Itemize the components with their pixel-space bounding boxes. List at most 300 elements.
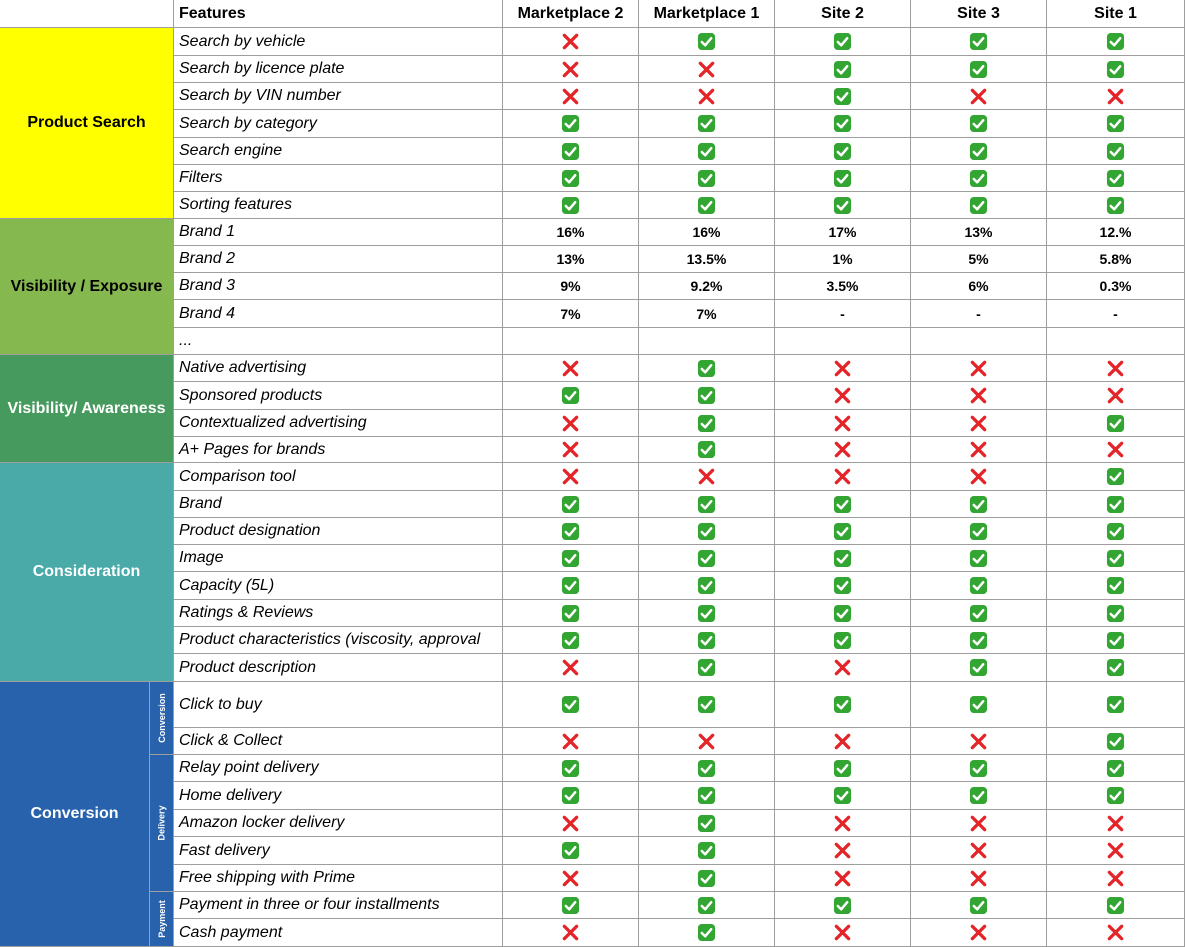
cross-mark-icon xyxy=(969,414,988,433)
value-cell xyxy=(775,728,911,755)
value-cell xyxy=(775,919,911,947)
value-cell xyxy=(775,518,911,545)
value-cell: - xyxy=(1047,300,1185,328)
value-cell xyxy=(911,654,1047,682)
value-cell xyxy=(503,56,639,83)
value-cell xyxy=(775,627,911,654)
column-header-marketplace-1: Marketplace 1 xyxy=(639,0,775,28)
check-mark-icon xyxy=(1106,196,1125,215)
value-cell xyxy=(911,463,1047,491)
check-mark-icon xyxy=(969,114,988,133)
check-mark-icon xyxy=(697,169,716,188)
value-cell xyxy=(503,545,639,572)
value-cell xyxy=(639,810,775,837)
check-mark-icon xyxy=(833,522,852,541)
value-cell: 1% xyxy=(775,246,911,273)
value-cell: 17% xyxy=(775,219,911,246)
value-cell xyxy=(503,892,639,919)
check-mark-icon xyxy=(833,549,852,568)
feature-name: Contextualized advertising xyxy=(174,410,503,437)
cross-mark-icon xyxy=(969,869,988,888)
value-cell xyxy=(1047,837,1185,865)
value-cell xyxy=(503,627,639,654)
value-cell: 9.2% xyxy=(639,273,775,300)
cross-mark-icon xyxy=(969,87,988,106)
value-cell xyxy=(775,463,911,491)
check-mark-icon xyxy=(969,896,988,915)
cross-mark-icon xyxy=(1106,841,1125,860)
check-mark-icon xyxy=(833,695,852,714)
check-mark-icon xyxy=(561,631,580,650)
check-mark-icon xyxy=(1106,896,1125,915)
check-mark-icon xyxy=(1106,60,1125,79)
cross-mark-icon xyxy=(697,467,716,486)
value-cell xyxy=(639,545,775,572)
check-mark-icon xyxy=(1106,522,1125,541)
value-cell: - xyxy=(775,300,911,328)
cross-mark-icon xyxy=(561,60,580,79)
cross-mark-icon xyxy=(969,386,988,405)
value-cell xyxy=(1047,518,1185,545)
feature-name: Click & Collect xyxy=(174,728,503,755)
check-mark-icon xyxy=(697,522,716,541)
value-cell xyxy=(503,165,639,192)
value-cell xyxy=(639,755,775,782)
cross-mark-icon xyxy=(1106,869,1125,888)
feature-name: Sorting features xyxy=(174,192,503,219)
value-cell xyxy=(639,165,775,192)
cross-mark-icon xyxy=(969,814,988,833)
check-mark-icon xyxy=(969,695,988,714)
check-mark-icon xyxy=(697,495,716,514)
value-cell xyxy=(911,682,1047,728)
check-mark-icon xyxy=(833,114,852,133)
feature-name: Search by VIN number xyxy=(174,83,503,110)
feature-name: Search by vehicle xyxy=(174,28,503,56)
check-mark-icon xyxy=(1106,142,1125,161)
value-cell xyxy=(775,782,911,810)
value-cell: 5.8% xyxy=(1047,246,1185,273)
check-mark-icon xyxy=(969,604,988,623)
value-cell xyxy=(639,355,775,382)
feature-name: Brand xyxy=(174,491,503,518)
feature-name: Comparison tool xyxy=(174,463,503,491)
value-cell xyxy=(911,782,1047,810)
value-cell xyxy=(639,138,775,165)
cross-mark-icon xyxy=(969,923,988,942)
value-cell xyxy=(911,627,1047,654)
value-cell: - xyxy=(911,300,1047,328)
value-cell xyxy=(503,865,639,892)
feature-name: Product designation xyxy=(174,518,503,545)
subsection-label-payment xyxy=(150,892,174,947)
value-cell xyxy=(503,83,639,110)
check-mark-icon xyxy=(561,841,580,860)
value-cell xyxy=(639,410,775,437)
value-cell xyxy=(1047,810,1185,837)
value-cell xyxy=(639,110,775,138)
cross-mark-icon xyxy=(969,359,988,378)
feature-name: Search engine xyxy=(174,138,503,165)
value-cell xyxy=(775,382,911,410)
value-cell xyxy=(503,463,639,491)
value-cell xyxy=(775,110,911,138)
value-cell xyxy=(1047,410,1185,437)
cross-mark-icon xyxy=(833,467,852,486)
value-cell: 12.% xyxy=(1047,219,1185,246)
check-mark-icon xyxy=(1106,467,1125,486)
section-label-visibility-awareness: Visibility/ Awareness xyxy=(0,355,174,463)
check-mark-icon xyxy=(697,869,716,888)
value-cell: 16% xyxy=(503,219,639,246)
value-cell xyxy=(503,919,639,947)
cross-mark-icon xyxy=(833,386,852,405)
value-cell xyxy=(775,600,911,627)
value-cell xyxy=(1047,865,1185,892)
feature-name: Brand 4 xyxy=(174,300,503,328)
value-cell xyxy=(775,654,911,682)
column-header-site-2: Site 2 xyxy=(775,0,911,28)
cross-mark-icon xyxy=(561,814,580,833)
check-mark-icon xyxy=(1106,414,1125,433)
cross-mark-icon xyxy=(561,440,580,459)
check-mark-icon xyxy=(697,440,716,459)
value-cell xyxy=(911,600,1047,627)
value-cell xyxy=(1047,682,1185,728)
check-mark-icon xyxy=(969,142,988,161)
value-cell xyxy=(503,355,639,382)
check-mark-icon xyxy=(1106,786,1125,805)
check-mark-icon xyxy=(969,658,988,677)
check-mark-icon xyxy=(1106,759,1125,778)
value-cell xyxy=(639,627,775,654)
value-cell: 16% xyxy=(639,219,775,246)
check-mark-icon xyxy=(561,549,580,568)
check-mark-icon xyxy=(969,786,988,805)
value-cell xyxy=(1047,165,1185,192)
column-header-marketplace-2: Marketplace 2 xyxy=(503,0,639,28)
value-cell xyxy=(639,437,775,463)
check-mark-icon xyxy=(697,841,716,860)
check-mark-icon xyxy=(697,896,716,915)
check-mark-icon xyxy=(969,549,988,568)
feature-name: Amazon locker delivery xyxy=(174,810,503,837)
column-header-site-1: Site 1 xyxy=(1047,0,1185,28)
value-cell xyxy=(911,865,1047,892)
check-mark-icon xyxy=(561,386,580,405)
value-cell xyxy=(1047,437,1185,463)
value-cell xyxy=(1047,782,1185,810)
check-mark-icon xyxy=(561,196,580,215)
value-cell xyxy=(911,810,1047,837)
value-cell xyxy=(639,382,775,410)
cross-mark-icon xyxy=(833,658,852,677)
feature-name: Search by licence plate xyxy=(174,56,503,83)
value-cell xyxy=(911,382,1047,410)
value-cell xyxy=(639,782,775,810)
value-cell xyxy=(639,83,775,110)
column-header-site-3: Site 3 xyxy=(911,0,1047,28)
check-mark-icon xyxy=(969,495,988,514)
value-cell xyxy=(503,138,639,165)
value-cell xyxy=(503,728,639,755)
cross-mark-icon xyxy=(561,658,580,677)
value-cell xyxy=(1047,919,1185,947)
check-mark-icon xyxy=(697,923,716,942)
value-cell xyxy=(775,837,911,865)
value-cell xyxy=(639,682,775,728)
value-cell xyxy=(639,463,775,491)
value-cell xyxy=(503,755,639,782)
feature-name: Image xyxy=(174,545,503,572)
check-mark-icon xyxy=(969,631,988,650)
check-mark-icon xyxy=(833,32,852,51)
check-mark-icon xyxy=(1106,549,1125,568)
cross-mark-icon xyxy=(833,414,852,433)
value-cell xyxy=(775,437,911,463)
check-mark-icon xyxy=(969,759,988,778)
value-cell xyxy=(639,654,775,682)
value-cell xyxy=(503,654,639,682)
check-mark-icon xyxy=(697,114,716,133)
check-mark-icon xyxy=(561,169,580,188)
value-cell xyxy=(1047,138,1185,165)
value-cell xyxy=(911,437,1047,463)
check-mark-icon xyxy=(697,604,716,623)
cross-mark-icon xyxy=(697,732,716,751)
check-mark-icon xyxy=(1106,576,1125,595)
value-cell xyxy=(775,28,911,56)
check-mark-icon xyxy=(561,786,580,805)
value-cell: 6% xyxy=(911,273,1047,300)
cross-mark-icon xyxy=(561,414,580,433)
check-mark-icon xyxy=(561,142,580,161)
check-mark-icon xyxy=(969,169,988,188)
feature-name: Filters xyxy=(174,165,503,192)
cross-mark-icon xyxy=(833,732,852,751)
cross-mark-icon xyxy=(561,732,580,751)
value-cell: 13.5% xyxy=(639,246,775,273)
value-cell xyxy=(911,892,1047,919)
value-cell xyxy=(1047,572,1185,600)
check-mark-icon xyxy=(833,60,852,79)
value-cell xyxy=(503,28,639,56)
check-mark-icon xyxy=(697,359,716,378)
value-cell xyxy=(911,56,1047,83)
check-mark-icon xyxy=(969,576,988,595)
feature-name: Capacity (5L) xyxy=(174,572,503,600)
feature-name: Relay point delivery xyxy=(174,755,503,782)
check-mark-icon xyxy=(833,87,852,106)
value-cell xyxy=(639,56,775,83)
value-cell xyxy=(775,83,911,110)
section-label-product-search: Product Search xyxy=(0,28,174,219)
cross-mark-icon xyxy=(561,32,580,51)
value-cell xyxy=(1047,892,1185,919)
check-mark-icon xyxy=(697,549,716,568)
feature-name: Ratings & Reviews xyxy=(174,600,503,627)
value-cell xyxy=(911,837,1047,865)
value-cell xyxy=(503,491,639,518)
value-cell xyxy=(1047,600,1185,627)
value-cell xyxy=(775,192,911,219)
check-mark-icon xyxy=(697,32,716,51)
check-mark-icon xyxy=(833,759,852,778)
value-cell xyxy=(1047,110,1185,138)
check-mark-icon xyxy=(833,786,852,805)
value-cell xyxy=(503,782,639,810)
value-cell xyxy=(1047,654,1185,682)
value-cell xyxy=(503,572,639,600)
check-mark-icon xyxy=(1106,604,1125,623)
value-cell xyxy=(1047,192,1185,219)
check-mark-icon xyxy=(833,631,852,650)
value-cell xyxy=(911,410,1047,437)
cross-mark-icon xyxy=(1106,814,1125,833)
cross-mark-icon xyxy=(833,814,852,833)
value-cell xyxy=(639,919,775,947)
check-mark-icon xyxy=(1106,658,1125,677)
value-cell xyxy=(503,518,639,545)
value-cell xyxy=(775,572,911,600)
check-mark-icon xyxy=(833,495,852,514)
value-cell xyxy=(775,328,911,355)
feature-name: Click to buy xyxy=(174,682,503,728)
value-cell: 3.5% xyxy=(775,273,911,300)
cross-mark-icon xyxy=(1106,440,1125,459)
section-label-visibility-exposure: Visibility / Exposure xyxy=(0,219,174,355)
value-cell xyxy=(639,28,775,56)
check-mark-icon xyxy=(697,786,716,805)
value-cell xyxy=(911,545,1047,572)
value-cell xyxy=(503,600,639,627)
check-mark-icon xyxy=(1106,631,1125,650)
cross-mark-icon xyxy=(1106,923,1125,942)
check-mark-icon xyxy=(1106,495,1125,514)
value-cell xyxy=(775,865,911,892)
value-cell xyxy=(503,437,639,463)
check-mark-icon xyxy=(697,386,716,405)
value-cell xyxy=(911,518,1047,545)
check-mark-icon xyxy=(1106,169,1125,188)
corner-cell xyxy=(0,0,174,28)
check-mark-icon xyxy=(833,169,852,188)
value-cell: 5% xyxy=(911,246,1047,273)
feature-name: A+ Pages for brands xyxy=(174,437,503,463)
value-cell xyxy=(911,138,1047,165)
feature-name: Search by category xyxy=(174,110,503,138)
cross-mark-icon xyxy=(1106,359,1125,378)
value-cell xyxy=(639,518,775,545)
check-mark-icon xyxy=(1106,114,1125,133)
subsection-text: Delivery xyxy=(156,805,167,841)
value-cell xyxy=(775,491,911,518)
value-cell xyxy=(911,755,1047,782)
cross-mark-icon xyxy=(833,923,852,942)
cross-mark-icon xyxy=(561,923,580,942)
value-cell xyxy=(775,410,911,437)
check-mark-icon xyxy=(561,522,580,541)
subsection-label-conversion xyxy=(150,682,174,755)
features-header: Features xyxy=(174,0,503,28)
value-cell xyxy=(775,810,911,837)
check-mark-icon xyxy=(697,658,716,677)
value-cell xyxy=(503,410,639,437)
value-cell xyxy=(911,328,1047,355)
cross-mark-icon xyxy=(1106,386,1125,405)
check-mark-icon xyxy=(969,196,988,215)
value-cell xyxy=(503,328,639,355)
value-cell xyxy=(503,192,639,219)
value-cell xyxy=(1047,463,1185,491)
subsection-text: Conversion xyxy=(156,693,167,743)
check-mark-icon xyxy=(833,896,852,915)
value-cell xyxy=(775,56,911,83)
value-cell xyxy=(1047,83,1185,110)
value-cell xyxy=(911,572,1047,600)
check-mark-icon xyxy=(1106,695,1125,714)
check-mark-icon xyxy=(561,114,580,133)
cross-mark-icon xyxy=(561,467,580,486)
section-label-conversion: Conversion xyxy=(0,682,150,947)
cross-mark-icon xyxy=(833,841,852,860)
value-cell xyxy=(639,600,775,627)
check-mark-icon xyxy=(833,576,852,595)
subsection-text: Payment xyxy=(156,900,167,938)
check-mark-icon xyxy=(697,695,716,714)
feature-name: Product description xyxy=(174,654,503,682)
value-cell xyxy=(1047,56,1185,83)
value-cell: 7% xyxy=(639,300,775,328)
feature-name: Free shipping with Prime xyxy=(174,865,503,892)
value-cell xyxy=(503,110,639,138)
check-mark-icon xyxy=(697,142,716,161)
cross-mark-icon xyxy=(697,87,716,106)
check-mark-icon xyxy=(1106,732,1125,751)
feature-name: Sponsored products xyxy=(174,382,503,410)
check-mark-icon xyxy=(561,896,580,915)
value-cell: 7% xyxy=(503,300,639,328)
check-mark-icon xyxy=(1106,32,1125,51)
value-cell xyxy=(775,138,911,165)
feature-name: Home delivery xyxy=(174,782,503,810)
check-mark-icon xyxy=(697,631,716,650)
value-cell xyxy=(639,837,775,865)
value-cell xyxy=(1047,491,1185,518)
feature-name: ... xyxy=(174,328,503,355)
feature-name: Fast delivery xyxy=(174,837,503,865)
cross-mark-icon xyxy=(833,869,852,888)
value-cell xyxy=(775,892,911,919)
cross-mark-icon xyxy=(969,440,988,459)
feature-name: Brand 1 xyxy=(174,219,503,246)
cross-mark-icon xyxy=(969,732,988,751)
value-cell xyxy=(911,83,1047,110)
check-mark-icon xyxy=(697,414,716,433)
value-cell xyxy=(911,110,1047,138)
value-cell xyxy=(639,728,775,755)
value-cell xyxy=(775,682,911,728)
check-mark-icon xyxy=(833,196,852,215)
feature-name: Product characteristics (viscosity, approval xyxy=(174,627,503,654)
value-cell xyxy=(1047,545,1185,572)
cross-mark-icon xyxy=(561,869,580,888)
value-cell xyxy=(639,865,775,892)
check-mark-icon xyxy=(561,495,580,514)
feature-name: Payment in three or four installments xyxy=(174,892,503,919)
check-mark-icon xyxy=(697,814,716,833)
value-cell xyxy=(1047,355,1185,382)
